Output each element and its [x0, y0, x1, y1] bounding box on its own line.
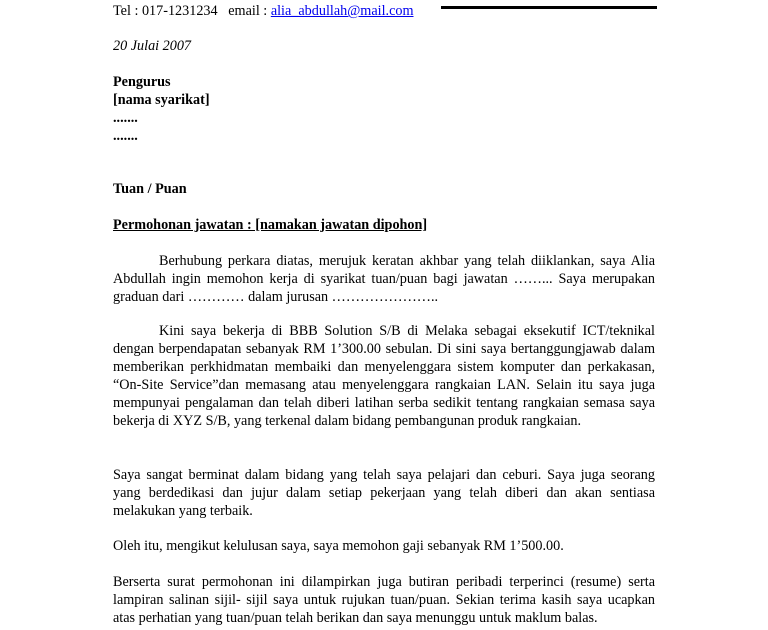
paragraph-interest: Saya sangat berminat dalam bidang yang telah saya pelajari dan ceburi. Saya juga seorang yang berdedikasi dan jujur dalam setiap pekerjaan yang telah diberi dan akan sentiasa melakukan yang terbaik.: [113, 467, 655, 519]
contact-phone-label: Tel : 017-1231234 email :: [113, 3, 271, 19]
paragraph-intro: Berhubung perkara diatas, merujuk keratan akhbar yang telah diiklankan, saya Alia Abdullah ingin memohon kerja di syarikat tuan/puan bagi jawatan ……... Saya merupakan graduan dari ………… dalam jurusan …………………..: [113, 253, 655, 305]
recipient-address: [113, 73, 210, 145]
contact-line: [113, 2, 414, 20]
paragraph-closing: Berserta surat permohonan ini dilampirkan juga butiran peribadi terperinci (resume) serta lampiran salinan sijil- sijil saya untuk rujukan tuan/puan. Sekian terima kasih saya ucapkan atas perhatian yang tuan/puan telah berikan dan saya menunggu untuk maklum balas.: [113, 574, 655, 626]
salutation: Tuan / Puan: [113, 181, 187, 197]
recipient-line-1: .......: [113, 110, 138, 126]
recipient-line-2: .......: [113, 128, 138, 144]
letter-date: 20 Julai 2007: [113, 38, 192, 54]
recipient-company: [nama syarikat]: [113, 92, 210, 108]
paragraph-salary: Oleh itu, mengikut kelulusan saya, saya memohon gaji sebanyak RM 1’500.00.: [113, 538, 564, 554]
email-link[interactable]: alia_abdullah@mail.com: [270, 3, 414, 19]
recipient-title: Pengurus: [113, 74, 171, 90]
letter-subject: Permohonan jawatan : [namakan jawatan dipohon]: [113, 217, 428, 233]
header-divider-line: [441, 6, 657, 9]
paragraph-experience: Kini saya bekerja di BBB Solution S/B di Melaka sebagai eksekutif ICT/teknikal dengan berpendapatan sebanyak RM 1’300.00 sebulan. Di sini saya bertanggungjawab dalam memberikan perkhidmatan membaiki dan menyelenggara sistem komputer dan perkakasan, “On-Site Service”dan memasang atau menyelenggara rangkaian LAN. Selain itu saya juga mempunyai pengalaman dan telah diberi latihan serba sedikit tentang rangkaian semasa saya bekerja di XYZ S/B, yang terkenal dalam bidang pembangunan produk rangkaian.: [113, 323, 655, 429]
